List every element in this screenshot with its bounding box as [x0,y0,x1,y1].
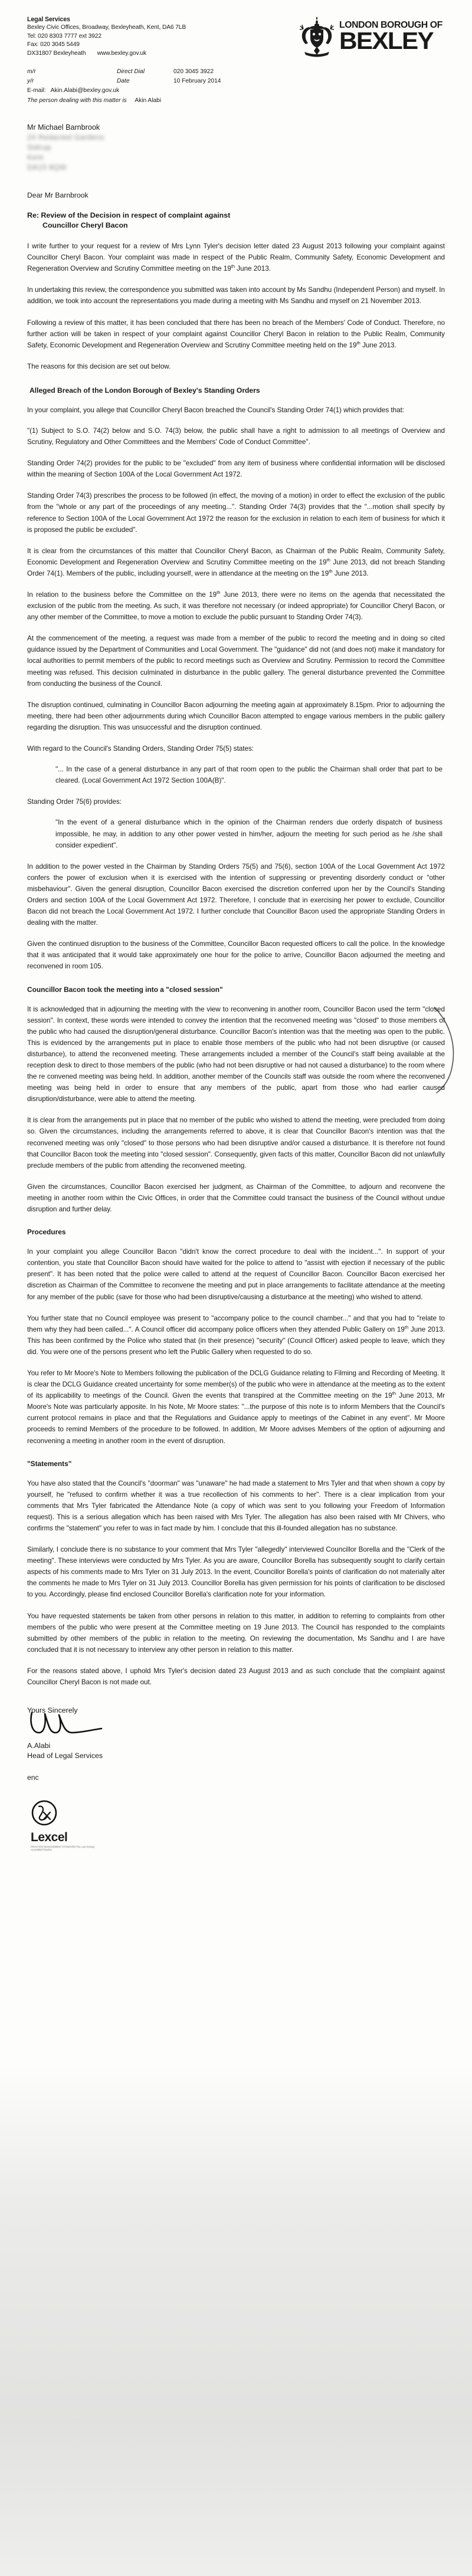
paragraph-1-tail: June 2013. [235,265,271,273]
direct-dial-label: Direct Dial [117,68,145,75]
your-ref-row [27,77,445,86]
paragraph-4: The reasons for this decision are set out below. [27,362,171,370]
quote-standing-order-75-6: "In the event of a general disturbance which in the opinion of the Chairman renders due orderly dispatch of business impossible, he may, in addition to any other power vested in him/her, adjourn the meeting for such period as he /she shall consider expedient". [55,819,442,849]
website-url: www.bexley.gov.uk [97,50,147,57]
lexcel-accreditation [31,1799,113,1851]
paragraph-25: For the reasons stated above, I uphold Mrs Tyler's decision dated 23 August 2013 and as such conclude that the complaint against Councillor Cheryl Bacon is not made out. [27,1667,445,1687]
paragraph-19: In your complaint you allege Councillor Bacon "didn't know the correct procedure to deal with the incident...". In support of your contention, you state that Councillor Bacon should have waited for the police to attend to "assist with ejection if necessary of the public present". It has been noted that the police were called to attend at the request of Councillor Bacon. Councillor Bacon exercised her discretion as Chairman of the Committee to reconvene the meeting and put in place arrangements to facilitate attendance at the meeting for any member of the public (save for those who had been disruptive/causing a disturbance at the meeting) who wished to attend. [27,1248,445,1301]
my-ref-label: m/r [27,68,36,75]
email-row [27,86,445,96]
paragraph-14: In addition to the power vested in the Chairman by Standing Orders 75(5) and 75(6), section 100A of the Local Government Act 1972 confers the power of exclusion when it is exercised with the intention of suppressing or preventing disorderly conduct or "other misbehaviour". Given the general disruption, Councillor Bacon exercised the discretion conferred upon her by the Council's Standing Orders and section 100A of the Local Government Act 1972. Therefore, I conclude that in exercising her power to exclude, Councillor Bacon did not breach the Local Government Act 1972. I further conclude that Councillor Bacon used the appropriate Standing Orders in dealing with the matter. [27,862,445,927]
heading-closed-session: Councillor Bacon took the meeting into a "closed session" [27,985,223,994]
email-label: E-mail: [27,87,46,94]
paragraph-9-tail: June 2013, there were no items on the agenda that necessitated the exclusion of the public from the meeting. As such, it was therefore not necessary (or indeed appropriate) for Councillor Cheryl Bacon, or any other member of the Committee, to move a motion to exclude the public pursuant to Standing Order 74(3). [27,591,445,622]
ordinal-suffix: th [329,569,333,574]
coat-of-arms-crest-icon [299,15,335,58]
paragraph-22: You have also stated that the Council's "doorman" was "unaware" he had made a statement to Mrs Tyler and that when shown a copy by yourself, he "refused to confirm whether it was a true recollection of his comments to her". There is a clear implication from your comments that Mrs Tyler fabricated the Attendance Note (a copy of which was sent to you following your Freedom of Information request). This is a serious allegation which has been raised with Mrs Tyler. The allegation has also been raised with Mr Chivers, who confirms the "statement" you refer to was in fact made by him. I conclude that this ill-founded allegation has no substance. [27,1479,445,1532]
letterhead-contact-block [27,15,186,58]
paragraph-21-tail: June 2013, Mr Moore's Note was particularly apposite. In his Note, Mr Moore states: "...the purpose of this note is to inform Members that the Council's current protocol remains in place and that the Regulations and Guidance apply to meetings of the Cabinet in any event". Mr Moore proceeds to remind Members of the procedure to be followed. In addition, Mr Moore advises Members of the option of adjourning and reconvening a meeting in another room in the event of disruption. [27,1392,445,1445]
ordinal-suffix: th [404,1324,409,1330]
paragraph-8 [27,546,445,579]
paragraph-21 [27,1368,445,1447]
your-ref-label: y/r [27,77,34,84]
paragraph-20-tail: June 2013. This has been confirmed by the Police who stated that (in their presence) "security" (Council Officer) asked people to leave, which they did. You were one of the persons present who left the Public Gallery when requested to do so. [27,1325,445,1356]
paragraph-3-tail: June 2013. [360,341,396,349]
enclosure-note: enc [27,1773,39,1782]
date-value: 10 February 2014 [173,77,221,84]
paragraph-3-text: Following a review of this matter, it has been concluded that there has been no breach of the Members' Code of Conduct. Therefore, no further action will be taken in respect of your complaint against Councillor Cheryl Bacon in relation to the Public Realm, Community Safety, Economic Development and Regeneration Overview and Scrutiny Committee meeting held on the 19 [27,318,445,349]
paragraph-5: In your complaint, you allege that Councillor Cheryl Bacon breached the Council's Standing Order 74(1) which provides that: [27,406,405,414]
paragraph-1 [27,241,445,274]
paragraph-18: Given the circumstances, Councillor Bacon exercised her judgment, as Chairman of the Committee, to adjourn and reconvene the meeting in another room within the Civic Offices, in order that the Committee could transact the business of the Council without undue disruption and further delay. [27,1182,445,1214]
council-logo [299,15,445,58]
closing-block [27,1706,445,1783]
telephone: Tel: 020 8303 7777 ext 3922 [27,32,101,40]
heading-standing-orders: Alleged Breach of the London Borough of Bexley's Standing Orders [30,386,260,395]
paragraph-13: Standing Order 75(6) provides: [27,798,122,806]
subject-line-2: Councillor Cheryl Bacon [42,221,128,230]
signature [28,1714,445,1741]
lexcel-fine-print: PRACTICE MANAGEMENT STANDARD The Law Society Accredited Practice [31,1845,95,1852]
recipient-address-line-1: 24 Redacted Gardens [27,133,104,142]
ordinal-suffix: th [356,340,360,346]
heading-statements: "Statements" [27,1459,72,1468]
fax: Fax: 020 3045 5449 [27,41,80,48]
paragraph-8-text: It is clear from the circumstances of this matter that Councillor Cheryl Bacon, as Chairman of the Public Realm, Community Safety, Economic Development and Regeneration Overview and Scrutiny Committee meeting on the 19 [27,547,445,566]
paragraph-2: In undertaking this review, the correspondence you submitted was taken into account by Ms Sandhu (Independent Person) and myself. In addition, we took into account the representations you made during a meeting with Ms Sandhu and myself on 21 November 2013. [27,286,445,305]
valediction: Yours Sincerely [27,1706,78,1715]
paragraph-10: At the commencement of the meeting, a request was made from a member of the public to record the meeting and in doing so cited guidance issued by the Department of Communities and Local Government. The "guidance" did not (and does not) make it mandatory for local authorities to permit members of the public to record meetings such as Overview and Scrutiny. Permission to record the Committee meeting was refused. This decision culminated in disturbance in the public gallery. The general disturbance prevented the Committee from conducting the business of the Council. [27,635,445,688]
quote-standing-order-75-5: "... In the case of a general disturbance in any part of that room open to the public the Chairman shall order that part to be cleared. (Local Government Act 1972 Section 100A(B)". [55,765,442,785]
ordinal-suffix: th [217,590,221,596]
contact-label: The person dealing with this matter is [27,97,127,104]
paragraph-7: Standing Order 74(3) prescribes the process to be followed (in effect, the moving of a motion) in order to effect the exclusion of the public from the "whole or any part of the proceedings of any meeting...". Standing Order 74(3) provides that the "...motion shall specify by reference to Section 100A of the Local Government Act 1972 the reason for the exclusion in relation to each item of business for which it is proposed the public be excluded". [27,492,445,534]
signatory-title: Head of Legal Services [27,1752,103,1760]
signatory-name: A.Alabi [27,1741,51,1750]
paragraph-11: The disruption continued, culminating in Councillor Bacon adjourning the meeting again at approximately 8.15pm. Prior to adjourning the meeting, there had been other adjournments during which Councillor Bacon attempted to engage various members in the public gallery regarding the disruption. This was unsuccessful and the disruption continued. [27,701,445,731]
paragraph-20-text: You further state that no Council employee was present to "accompany police to the council chamber..." and that you had to "relate to them why they had been called...". A Council officer did accompany police officers when they attended Public Gallery on 19 [27,1314,445,1333]
date-label: Date [117,77,130,84]
quote-standing-order-74-1: "(1) Subject to S.O. 74(2) below and S.O. 74(3) below, the public shall have a right to admission to all meetings of Overview and Scrutiny, Regulatory and Other Committees and the Members' Code of Conduct Committee". [27,426,445,446]
department-name: Legal Services [27,16,70,23]
heading-procedures: Procedures [27,1228,66,1237]
paragraph-8-tail: June 2013. [332,569,369,577]
subject-line [27,211,445,231]
recipient-name: Mr Michael Barnbrook [27,123,100,132]
paragraph-12: With regard to the Council's Standing Orders, Standing Order 75(5) states: [27,745,254,753]
reference-block [27,67,445,105]
brand-line-small: LONDON BOROUGH OF [339,19,442,30]
ordinal-suffix: th [392,1391,396,1397]
paragraph-24: You have requested statements be taken from other persons in relation to this matter, in addition to referring to complaints from other members of the public who were present at the Committee meeting on 19 June 2013. The Council has responded to the complaints submitted by other members of the public in relation to the meeting. On reviewing the documentation, Ms Sandhu and I are have concluded that it is not necessary to interview any other person in relation to this matter. [27,1612,445,1654]
recipient-postcode: DA15 8QW [27,163,67,172]
direct-dial-value: 020 3045 3922 [173,68,214,75]
paragraph-21-text: You refer to Mr Moore's Note to Members following the publication of the DCLG Guidance relating to Filming and Recording of Meeting. It is clear the DCLG Guidance created uncertainty for some member(s) of the public who were in attendance at the meeting as to the extent of its applicability to meetings of the Council. Given the events that transpired at the Committee meeting on the 19 [27,1369,445,1400]
contact-name: Akin Alabi [135,97,162,104]
paragraph-1-text: I write further to your request for a review of Mrs Lynn Tyler's decision letter dated 23 August 2013 following your complaint against Councillor Cheryl Bacon. Your complaint was made in respect of the Public Realm, Community Safety, Economic Development and Regeneration Overview and Scrutiny Committee meeting on the 19 [27,242,445,273]
dx-and-website [27,50,186,58]
lexcel-wordmark: Lexcel [31,1831,68,1845]
handwritten-margin-mark-icon [432,1006,459,1095]
recipient-address-line-2: Sidcup [27,143,51,152]
lexcel-mark-icon [31,1799,58,1826]
letterhead [27,15,445,58]
paragraph-9-text: In relation to the business before the Committee on the 19 [27,591,217,599]
paragraph-8-mid: June 2013, did not breach Standing Order 74(1). Members of the public, including yourself, were in attendance at the meeting on the 19 [27,558,445,577]
paragraph-20 [27,1313,445,1358]
my-ref-row [27,67,445,77]
subject-line-1: Re: Review of the Decision in respect of complaint against [27,211,231,220]
paragraph-23: Similarly, I conclude there is no substance to your comment that Mrs Tyler "allegedly" interviewed Councillor Borella and the "Clerk of the meeting". These interviews were conducted by Mrs Tyler. As you are aware, Councillor Borella has subsequently sought to clarify certain aspects of his comments made to Mrs Tyler on 31 July 2013. In the event, Councillor Borella's points of clarification do not materially alter the comments he made to Mrs Tyler on 31 July 2013. Councillor Borella has given permission for his points of clarification to be disclosed to you. Accordingly, please find enclosed Councillor Borella's clarification note for your information. [27,1546,445,1599]
recipient-address-block [27,123,445,173]
email-address[interactable]: Akin.Alabi@bexley.gov.uk [50,87,120,94]
brand-line-large: BEXLEY [339,27,433,54]
paragraph-9 [27,589,445,623]
recipient-address-line-3: Kent [27,153,44,162]
council-wordmark [339,21,440,52]
handwritten-signature-icon [28,1707,123,1741]
dx-number: DX31807 Bexleyheath [27,50,86,57]
ordinal-suffix: th [231,264,235,270]
contact-row [27,96,445,106]
scan-background-tint [0,2064,472,2576]
office-address: Bexley Civic Offices, Broadway, Bexleyheath, Kent, DA6 7LB [27,24,186,31]
ordinal-suffix: th [326,557,330,563]
paragraph-15: Given the continued disruption to the business of the Committee, Councillor Bacon requested officers to call the police. In the knowledge that it was anticipated that it would take approximately one hour for the police to arrive, Councillor Bacon adjourned the meeting and reconvened in room 105. [27,940,445,971]
paragraph-3 [27,317,445,351]
paragraph-6: Standing Order 74(2) provides for the public to be "excluded" from any item of business where confidential information will be disclosed within the meaning of Section 100A of the Local Government Act 1972. [27,459,445,479]
salutation: Dear Mr Barnbrook [27,191,88,200]
paragraph-17: It is clear from the arrangements put in place that no member of the public who wished to attend the meeting, were precluded from doing so. Given the circumstances, including the arrangements referred to above, it is clear that Councillor Bacon's intention was that the reconvened meeting was only "closed" to those persons who had been disruptive and/or caused a disturbance. It is therefore not found that Councillor Bacon took the meeting into "closed session". Consequently, given facts of this matter, Councillor Bacon did not unlawfully preclude members of the public from attending the reconvened meeting. [27,1116,445,1169]
paragraph-16: It is acknowledged that in adjourning the meeting with the view to reconvening in another room, Councillor Bacon used the term "closed session". In context, these words were intended to convey the intention that the reconvened meeting was "closed" to those members of the public who had caused the disruption/general disturbance. Councillor Bacon's intention was that the meeting was open to the public. This is evidenced by the arrangements put in place to enable those members of the public who had not been disruptive (or caused disturbance), to attend the reconvened meeting. These arrangements included a member of the Council's staff being available at the reception desk to direct to those members of the public (who had not been disruptive or had not caused a disturbance) to the room where the re convened meeting was being held. In addition, another member of the Councils staff was outside the room where the reconvened meeting was being held in order to ensure that any members of the public, apart from those who had earlier caused disruption/disturbance, were able to attend the meeting. [27,1005,445,1103]
